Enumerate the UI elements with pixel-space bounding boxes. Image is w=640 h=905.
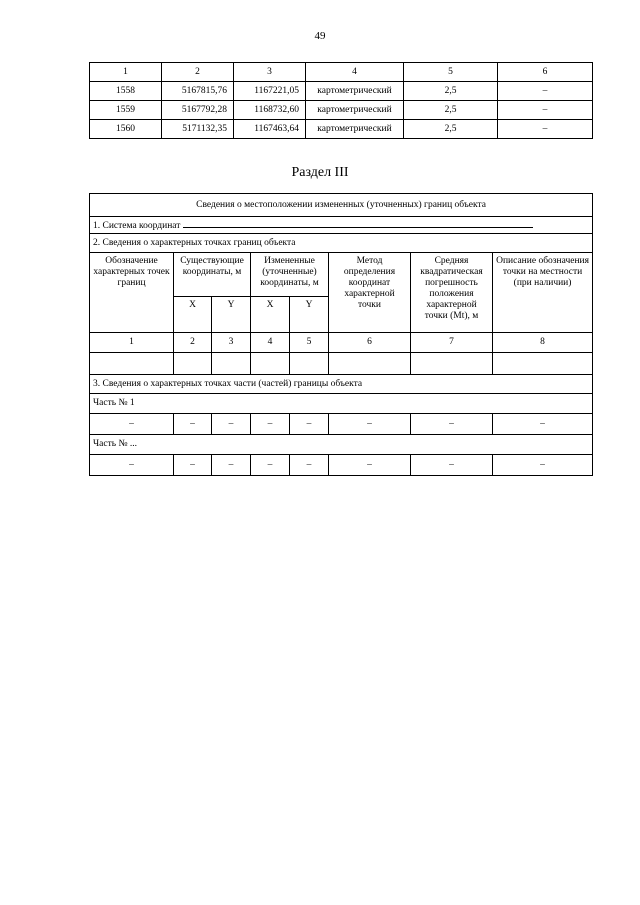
- col-number: 8: [493, 333, 593, 353]
- cell: 5167815,76: [162, 82, 234, 101]
- dash-cell: –: [329, 414, 411, 435]
- table-row: [90, 82, 593, 101]
- dash-cell: –: [493, 414, 593, 435]
- dash-cell: –: [251, 414, 290, 435]
- empty-cell: [212, 353, 251, 375]
- empty-cell: [493, 353, 593, 375]
- header-cell: 3: [234, 63, 306, 82]
- dash-cell: –: [90, 455, 174, 476]
- coord-system-blank-line: [183, 218, 533, 228]
- header-cell: 6: [498, 63, 593, 82]
- table-row: [90, 455, 593, 476]
- col-header-designation: Обозначение характерных точек границ: [90, 253, 174, 333]
- page-number: 49: [314, 30, 326, 42]
- table-row: [90, 120, 593, 139]
- empty-cell: [90, 353, 174, 375]
- coordinates-table: [89, 62, 593, 139]
- table-row: [90, 101, 593, 120]
- cell: 1558: [90, 82, 162, 101]
- empty-cell: [174, 353, 212, 375]
- cell: 2,5: [404, 120, 498, 139]
- dash-cell: –: [329, 455, 411, 476]
- col-number: 5: [290, 333, 329, 353]
- cell: –: [498, 120, 593, 139]
- coord-system-label: 1. Система координат: [93, 221, 181, 231]
- col-header-x: X: [174, 297, 212, 333]
- dash-cell: –: [493, 455, 593, 476]
- col-header-existing: Существующие координаты, м: [174, 253, 251, 297]
- part-n-label: Часть № ...: [90, 435, 593, 455]
- cell: 1559: [90, 101, 162, 120]
- dash-cell: –: [174, 455, 212, 476]
- dash-cell: –: [411, 455, 493, 476]
- cell: 1167463,64: [234, 120, 306, 139]
- dash-cell: –: [90, 414, 174, 435]
- col-number: 4: [251, 333, 290, 353]
- header-cell: 2: [162, 63, 234, 82]
- coord-system-row: [90, 217, 593, 234]
- col-number: 3: [212, 333, 251, 353]
- parts-heading: 3. Сведения о характерных точках части (частей) границы объекта: [90, 375, 593, 394]
- cell: 2,5: [404, 82, 498, 101]
- col-header-method: Метод определения координат характерной точки: [329, 253, 411, 333]
- table-title: Сведения о местоположении измененных (уточненных) границ объекта: [90, 194, 593, 217]
- cell: –: [498, 82, 593, 101]
- section-title: Раздел III: [291, 165, 349, 180]
- table-row: [90, 414, 593, 435]
- dash-cell: –: [290, 455, 329, 476]
- col-header-y: Y: [212, 297, 251, 333]
- cell: картометрический: [306, 82, 404, 101]
- empty-cell: [290, 353, 329, 375]
- col-header-error: Средняя квадратическая погрешность положения характерной точки (Mt), м: [411, 253, 493, 333]
- cell: картометрический: [306, 101, 404, 120]
- dash-cell: –: [290, 414, 329, 435]
- col-header-description: Описание обозначения точки на местности (при наличии): [493, 253, 593, 333]
- cell: 2,5: [404, 101, 498, 120]
- dash-cell: –: [411, 414, 493, 435]
- points-heading: 2. Сведения о характерных точках границ объекта: [90, 234, 593, 253]
- header-cell: 5: [404, 63, 498, 82]
- cell: картометрический: [306, 120, 404, 139]
- cell: 1168732,60: [234, 101, 306, 120]
- col-number: 2: [174, 333, 212, 353]
- col-header-x: X: [251, 297, 290, 333]
- col-number: 1: [90, 333, 174, 353]
- dash-cell: –: [174, 414, 212, 435]
- cell: –: [498, 101, 593, 120]
- header-cell: 1: [90, 63, 162, 82]
- empty-cell: [251, 353, 290, 375]
- dash-cell: –: [251, 455, 290, 476]
- part-1-label: Часть № 1: [90, 394, 593, 414]
- dash-cell: –: [212, 414, 251, 435]
- col-number: 7: [411, 333, 493, 353]
- empty-cell: [411, 353, 493, 375]
- boundary-table: [89, 193, 593, 476]
- col-header-y: Y: [290, 297, 329, 333]
- header-cell: 4: [306, 63, 404, 82]
- empty-cell: [329, 353, 411, 375]
- col-header-changed: Измененные (уточненные) координаты, м: [251, 253, 329, 297]
- col-number: 6: [329, 333, 411, 353]
- cell: 1167221,05: [234, 82, 306, 101]
- dash-cell: –: [212, 455, 251, 476]
- cell: 5167792,28: [162, 101, 234, 120]
- cell: 5171132,35: [162, 120, 234, 139]
- cell: 1560: [90, 120, 162, 139]
- table-row: [90, 353, 593, 375]
- table-header-row: [90, 63, 593, 82]
